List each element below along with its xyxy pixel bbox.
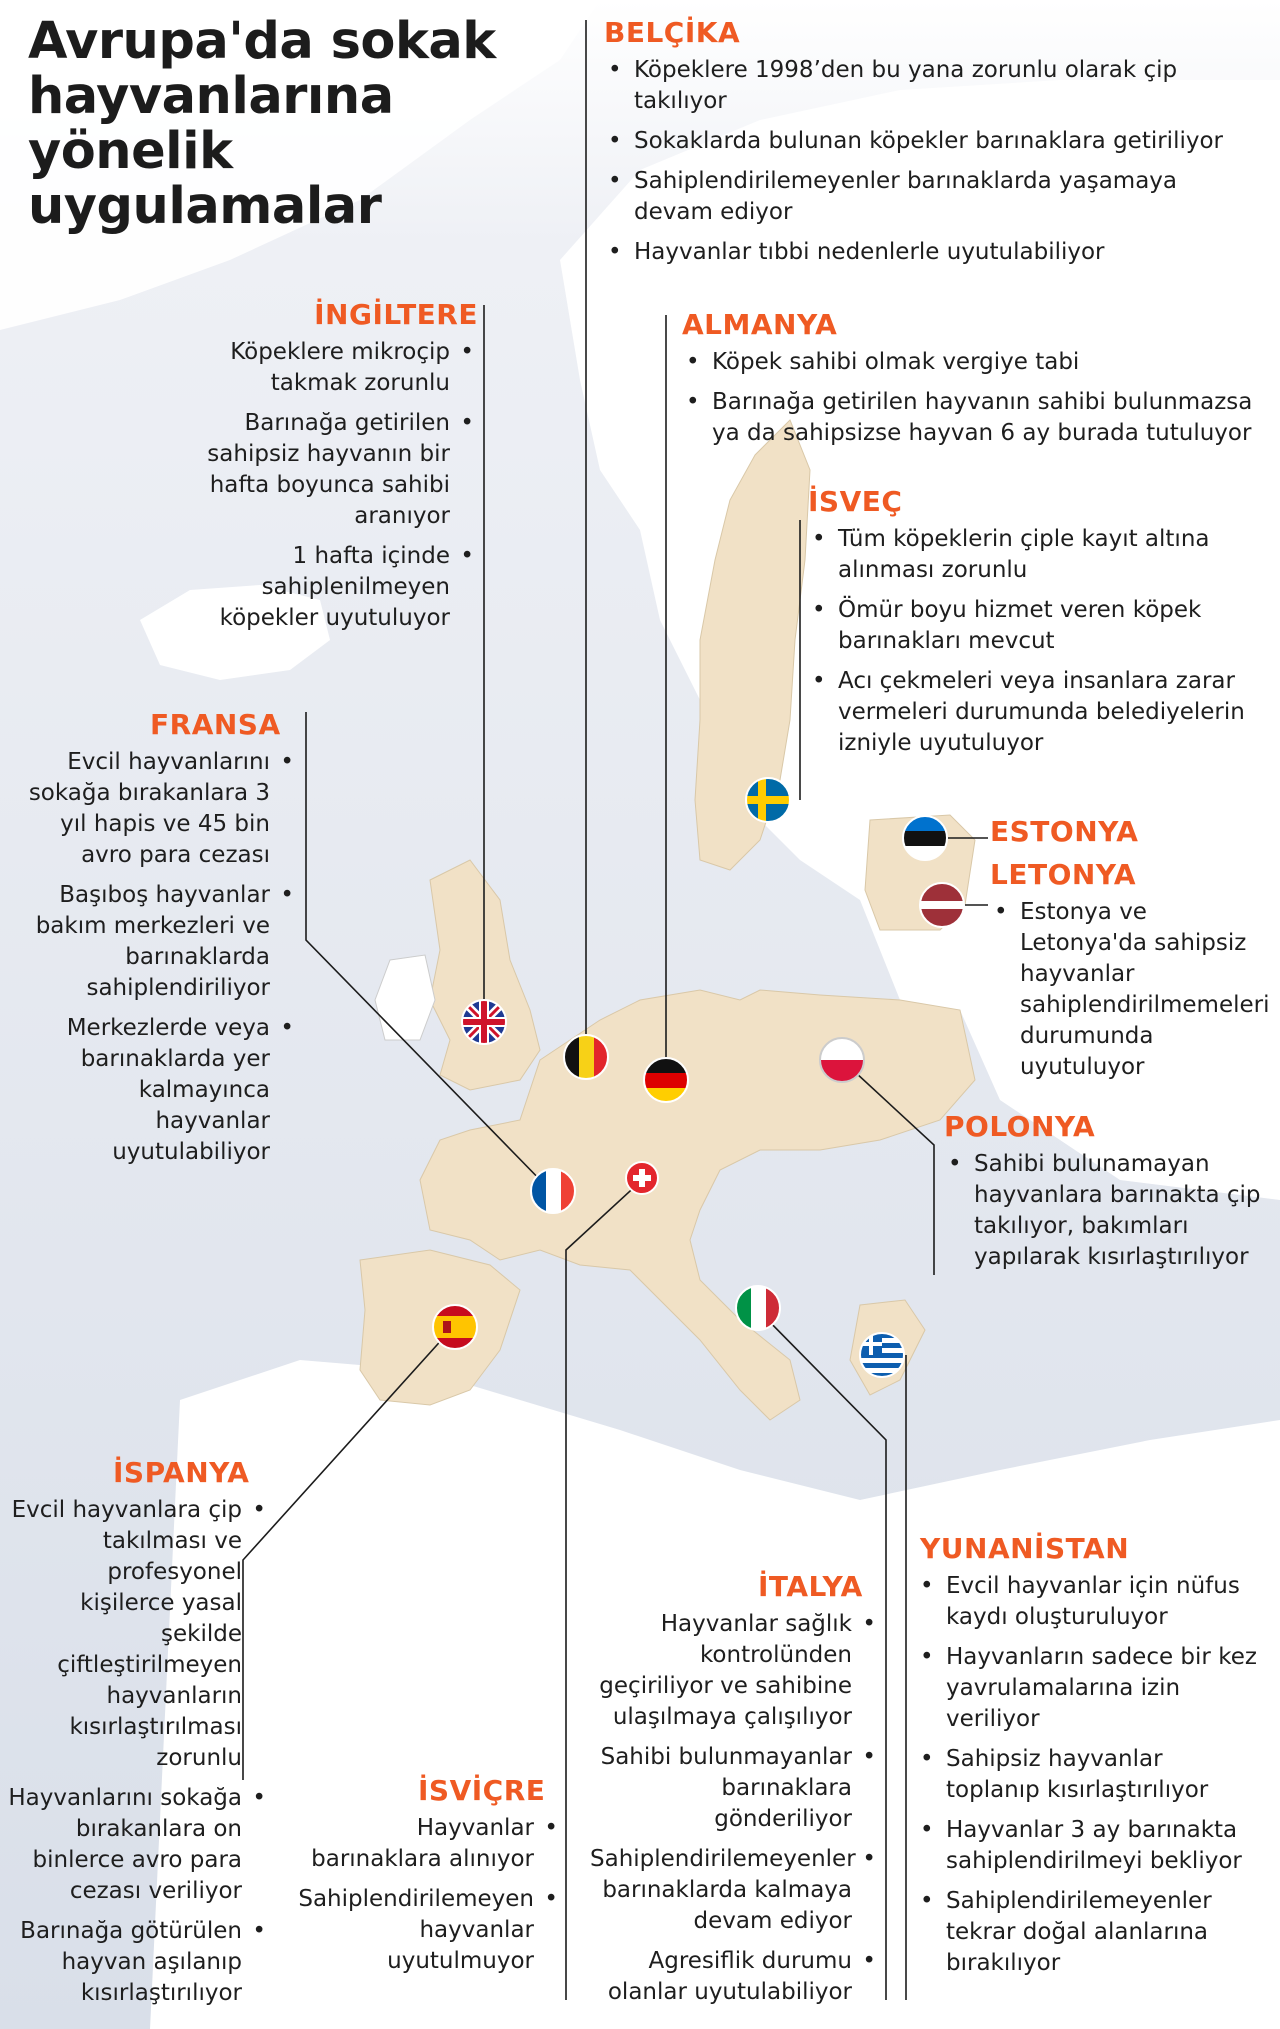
estonia-latvia-item: • Estonya ve Letonya'da sahipsiz hayvanlar sahiplendirilmemeleri durumunda uyutuluyor <box>990 897 1275 1083</box>
greece-item: • Sahiplendirilemeyenler tekrar doğal alanlarına bırakılıyor <box>916 1886 1261 1979</box>
switzerland-item: Sahiplendirilemeyen hayvanlar uyutulmuyor • <box>290 1884 562 1977</box>
england-heading: İNGİLTERE <box>314 298 478 331</box>
latvia-heading: LETONYA <box>990 858 1137 891</box>
sweden-block <box>808 485 1258 768</box>
italy-item: Hayvanlar sağlık kontrolünden geçiriliyor ve sahibine ulaşılmaya çalışılıyor • <box>590 1609 880 1733</box>
spain-flag <box>433 1305 477 1349</box>
england-item: Köpeklere mikroçip takmak zorunlu • <box>200 337 478 399</box>
belgium-flag <box>564 1035 609 1079</box>
italy-item: Sahiplendirilemeyenler barınaklarda kalmaya devam ediyor • <box>590 1844 880 1937</box>
germany-item: • Barınağa getirilen hayvanın sahibi bulunmazsa ya da sahipsizse hayvan 6 ay burada tutuluyor <box>682 387 1278 449</box>
belgium-item: • Sokaklarda bulunan köpekler barınaklara getiriliyor <box>604 126 1224 157</box>
spain-item: Barınağa götürülen hayvan aşılanıp kısırlaştırılıyor • <box>8 1916 270 2009</box>
belgium-block <box>604 16 1224 277</box>
france-item: Başıboş hayvanlar bakım merkezleri ve barınaklarda sahiplendiriliyor • <box>20 880 298 1004</box>
poland-block <box>944 1110 1274 1282</box>
france-heading: FRANSA <box>150 708 281 741</box>
italy-item: Sahibi bulunmayanlar barınaklara gönderiliyor • <box>590 1742 880 1835</box>
poland-item: • Sahibi bulunamayan hayvanlara barınakta çip takılıyor, bakımları yapılarak kısırlaştırılıyor <box>944 1149 1274 1273</box>
greece-block <box>916 1532 1261 1988</box>
france-flag <box>531 1169 576 1213</box>
greece-flag <box>860 1333 904 1377</box>
italy-item: Agresiflik durumu olanlar uyutulabiliyor • <box>590 1946 880 2008</box>
estonia-heading: ESTONYA <box>990 815 1139 848</box>
belgium-heading: BELÇİKA <box>604 16 741 49</box>
belgium-item: • Hayvanlar tıbbi nedenlerle uyutulabiliyor <box>604 237 1224 268</box>
germany-block <box>682 308 1278 458</box>
italy-heading: İTALYA <box>758 1570 863 1603</box>
greece-item: • Hayvanların sadece bir kez yavrulamalarına izin veriliyor <box>916 1642 1261 1735</box>
italy-block <box>590 1570 880 2017</box>
page-title: Avrupa'da sokak hayvanlarına yönelik uygulamalar <box>28 12 496 237</box>
germany-flag <box>644 1058 688 1103</box>
belgium-item: • Köpeklere 1998’den bu yana zorunlu olarak çip takılıyor <box>604 55 1224 117</box>
sweden-heading: İSVEÇ <box>808 485 903 518</box>
england-block <box>200 298 478 643</box>
england-item: 1 hafta içinde sahiplenilmeyen köpekler uyutuluyor • <box>200 541 478 634</box>
switzerland-item: Hayvanlar barınaklara alınıyor • <box>290 1813 562 1875</box>
france-item: Evcil hayvanlarını sokağa bırakanlara 3 yıl hapis ve 45 bin avro para cezası • <box>20 747 298 871</box>
uk-flag <box>462 1000 506 1044</box>
switzerland-block <box>290 1774 562 1986</box>
estonia-flag <box>903 816 947 861</box>
germany-item: • Köpek sahibi olmak vergiye tabi <box>682 347 1278 378</box>
switzerland-flag <box>626 1162 658 1194</box>
france-block <box>20 708 298 1177</box>
sweden-item: • Ömür boyu hizmet veren köpek barınakları mevcut <box>808 595 1258 657</box>
switzerland-heading: İSVİÇRE <box>418 1774 546 1807</box>
greece-item: • Hayvanlar 3 ay barınakta sahiplendirilmeyi bekliyor <box>916 1815 1261 1877</box>
france-item: Merkezlerde veya barınaklarda yer kalmayınca hayvanlar uyutulabiliyor • <box>20 1013 298 1168</box>
spain-block <box>8 1456 270 2018</box>
greece-item: • Evcil hayvanlar için nüfus kaydı oluşturuluyor <box>916 1571 1261 1633</box>
sweden-item: • Tüm köpeklerin çiple kayıt altına alınması zorunlu <box>808 524 1258 586</box>
estonia-latvia-block <box>990 815 1275 1092</box>
belgium-item: • Sahiplendirilemeyenler barınaklarda yaşamaya devam ediyor <box>604 166 1224 228</box>
spain-heading: İSPANYA <box>113 1456 250 1489</box>
latvia-flag <box>920 883 964 927</box>
spain-item: Hayvanlarını sokağa bırakanlara on binlerce avro para cezası veriliyor • <box>8 1783 270 1907</box>
greece-heading: YUNANİSTAN <box>920 1532 1130 1565</box>
sweden-item: • Acı çekmeleri veya insanlara zarar vermeleri durumunda belediyelerin izniyle uyutuluyor <box>808 666 1258 759</box>
italy-flag <box>736 1286 781 1330</box>
poland-flag <box>820 1038 864 1082</box>
poland-heading: POLONYA <box>944 1110 1096 1143</box>
germany-heading: ALMANYA <box>682 308 838 341</box>
greece-item: • Sahipsiz hayvanlar toplanıp kısırlaştırılıyor <box>916 1744 1261 1806</box>
england-item: Barınağa getirilen sahipsiz hayvanın bir hafta boyunca sahibi aranıyor • <box>200 408 478 532</box>
sweden-flag <box>746 778 790 822</box>
spain-item: Evcil hayvanlara çip takılması ve profesyonel kişilerce yasal şekilde çiftleştirilmeyen hayvanların kısırlaştırılması zorunlu • <box>8 1495 270 1774</box>
